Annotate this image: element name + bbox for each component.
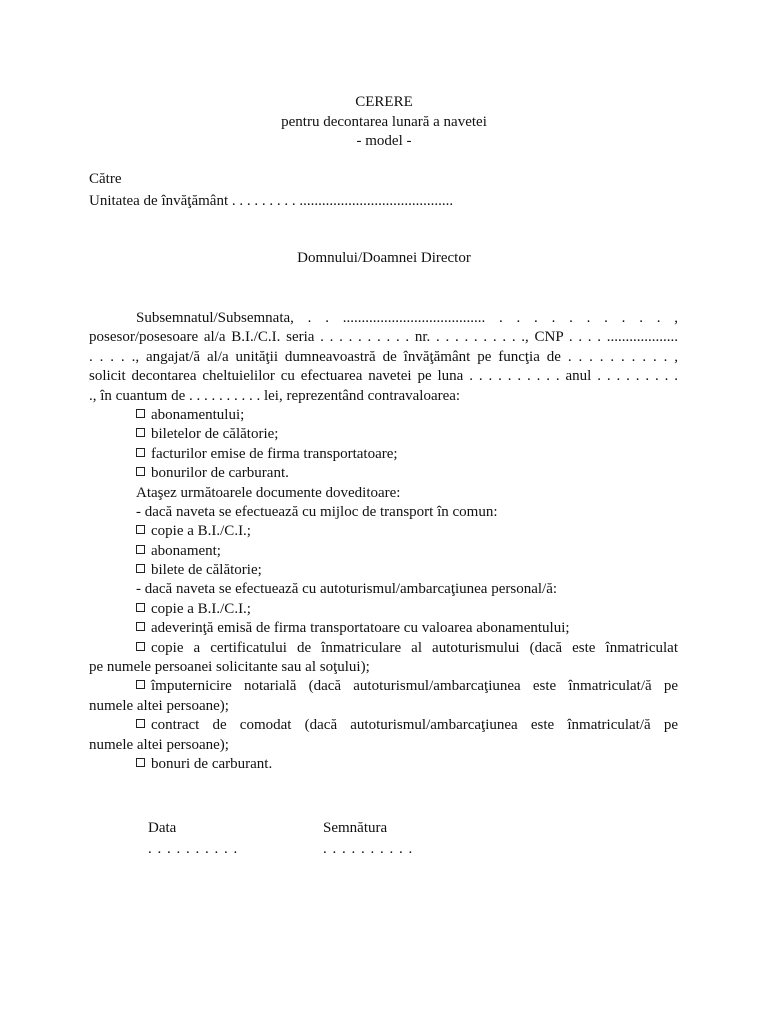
list-item: bonuri de carburant. (89, 755, 678, 774)
public-transport-case: - dacă naveta se efectuează cu mijloc de transport în comun: (136, 503, 498, 520)
signature-label: Semnătura (323, 820, 388, 836)
request-body (89, 309, 678, 774)
checkbox-icon (136, 564, 145, 573)
list-item: facturilor emise de firma transportatoare; (89, 445, 678, 464)
checkbox-icon (136, 680, 145, 689)
list-item: contract de comodat (dacă autoturismul/ambarcaţiunea este înmatriculat/ă pe (89, 716, 678, 735)
checkbox-icon (136, 719, 145, 728)
checkbox-icon (136, 409, 145, 418)
date-label: Data (148, 820, 177, 836)
document-title: CERERE (355, 94, 413, 110)
document-subtitle: pentru decontarea lunară a navetei (281, 114, 487, 130)
checkbox-icon (136, 758, 145, 767)
list-item-continuation: numele altei persoane); (89, 736, 229, 753)
signature-field: . . . . . . . . . . (323, 841, 414, 857)
list-item: copie a B.I./C.I.; (89, 522, 678, 541)
list-item: copie a B.I./C.I.; (89, 600, 678, 619)
checkbox-icon (136, 642, 145, 651)
checkbox-icon (136, 603, 145, 612)
addressee-to: Către (89, 171, 122, 187)
date-field: . . . . . . . . . . (148, 841, 239, 857)
addressee-unit: Unitatea de învăţământ . . . . . . . . . ......................................... (89, 193, 454, 209)
checkbox-icon (136, 545, 145, 554)
list-item-continuation: pe numele persoanei solicitante sau al soţului); (89, 659, 370, 676)
body-line: solicit decontarea cheltuielilor cu efectuarea navetei pe luna . . . . . . . . . . anul . . . . . . . . . (89, 368, 678, 385)
body-line: ., în cuantum de . . . . . . . . . . lei, reprezentând contravaloarea: (89, 387, 461, 404)
document-model-label: - model - (356, 133, 412, 149)
body-line: posesor/posesoare al/a B.I./C.I. seria . . . . . . . . . . nr. . . . . . . . . . ., CNP . . . . ................... (89, 329, 678, 346)
list-item: adeverinţă emisă de firma transportatoare cu valoarea abonamentului; (89, 619, 678, 638)
checkbox-icon (136, 428, 145, 437)
checkbox-icon (136, 448, 145, 457)
salutation: Domnului/Doamnei Director (297, 250, 471, 266)
list-item: bonurilor de carburant. (89, 464, 678, 483)
checkbox-icon (136, 622, 145, 631)
body-line: Subsemnatul/Subsemnata, . . ...................................... . . . . . . . . . . , (136, 310, 678, 326)
checkbox-icon (136, 467, 145, 476)
list-item: biletelor de călătorie; (89, 425, 678, 444)
car-case: - dacă naveta se efectuează cu autoturismul/ambarcaţiunea personal/ă: (136, 581, 558, 598)
list-item-continuation: numele altei persoane); (89, 697, 229, 714)
list-item: abonament; (89, 542, 678, 561)
list-item: bilete de călătorie; (89, 561, 678, 580)
list-item: copie a certificatului de înmatriculare al autoturismului (dacă este înmatriculat (89, 639, 678, 658)
body-line: . . . . ., angajat/ă al/a unităţii dumneavoastră de învăţământ pe funcţia de . . . . . . . . . . , (89, 348, 678, 365)
attach-intro: Ataşez următoarele documente doveditoare: (136, 484, 401, 501)
list-item: împuternicire notarială (dacă autoturismul/ambarcaţiunea este înmatriculat/ă pe (89, 677, 678, 696)
list-item: abonamentului; (89, 406, 678, 425)
checkbox-icon (136, 525, 145, 534)
